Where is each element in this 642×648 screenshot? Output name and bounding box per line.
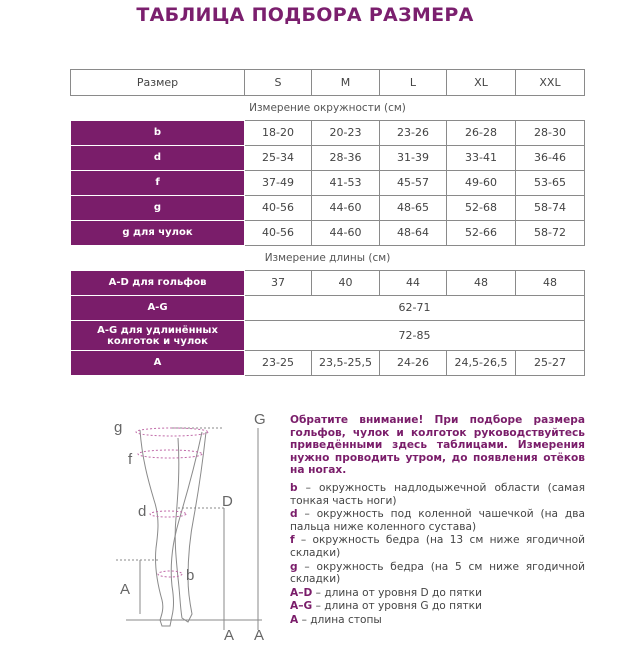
- table-cell: 41-53: [312, 171, 380, 196]
- table-cell: 33-41: [447, 146, 516, 171]
- table-cell: 36-46: [516, 146, 585, 171]
- header-size-label: Размер: [71, 70, 245, 96]
- row-label: A-D для гольфов: [71, 271, 245, 296]
- label-b: b: [186, 567, 195, 584]
- table-cell: 20-23: [312, 121, 380, 146]
- section-circumference: Измерение окружности (см): [249, 102, 406, 114]
- table-cell: 25-34: [245, 146, 312, 171]
- table-cell: 62-71: [245, 296, 585, 321]
- table-cell: 52-66: [447, 221, 516, 246]
- table-row: [71, 271, 585, 296]
- table-cell: 44: [380, 271, 447, 296]
- leg-outline: [140, 430, 202, 626]
- table-cell: 26-28: [447, 121, 516, 146]
- header-size: S: [245, 70, 312, 96]
- table-cell: 48-65: [380, 196, 447, 221]
- table-cell: 49-60: [447, 171, 516, 196]
- table-cell: 52-68: [447, 196, 516, 221]
- table-cell: 44-60: [312, 221, 380, 246]
- row-label: b: [71, 121, 245, 146]
- table-row: [71, 171, 585, 196]
- definition-item: f – окружность бедра (на 13 см ниже ягодичной складки): [290, 534, 585, 559]
- page-title: ТАБЛИЦА ПОДБОРА РАЗМЕРА: [136, 4, 474, 26]
- table-cell: 23-25: [245, 351, 312, 376]
- row-label: A-G: [71, 296, 245, 321]
- table-cell: 58-72: [516, 221, 585, 246]
- table-cell: 48-64: [380, 221, 447, 246]
- table-cell: 23-26: [380, 121, 447, 146]
- definition-item: A–D – длина от уровня D до пятки: [290, 586, 482, 599]
- table-row: [71, 321, 585, 351]
- size-table: [70, 69, 585, 376]
- table-cell: 31-39: [380, 146, 447, 171]
- label-D: D: [222, 493, 233, 510]
- table-cell: 24-26: [380, 351, 447, 376]
- table-cell: 45-57: [380, 171, 447, 196]
- table-cell: 40: [312, 271, 380, 296]
- row-label-line: A-G для удлинённых: [97, 324, 218, 336]
- table-cell: 40-56: [245, 196, 312, 221]
- table-row: [71, 196, 585, 221]
- table-cell: 72-85: [245, 321, 585, 351]
- definition-item: g – окружность бедра (на 5 см ниже ягодичной складки): [290, 560, 585, 586]
- circumference-f: [138, 450, 202, 458]
- table-header-row: [71, 70, 585, 96]
- table-row: [71, 146, 585, 171]
- table-cell: 25-27: [516, 351, 585, 376]
- row-label: [71, 321, 245, 351]
- header-size: XXL: [516, 70, 585, 96]
- label-A-left: A: [120, 581, 131, 598]
- definition-item: d – окружность под коленной чашечкой (на два пальца ниже коленного сустава): [290, 508, 585, 533]
- table-cell: 53-65: [516, 171, 585, 196]
- row-label: f: [71, 171, 245, 196]
- row-label-line: колготок и чулок: [107, 335, 208, 347]
- table-row: [71, 296, 585, 321]
- label-A-bottom: A: [254, 627, 265, 644]
- label-f: f: [128, 451, 133, 468]
- definition-item: A–G – длина от уровня G до пятки: [290, 600, 482, 613]
- label-G: G: [254, 411, 266, 428]
- circumference-b: [158, 571, 182, 577]
- definition-item: b – окружность надлодыжечной области (самая тонкая часть ноги): [290, 481, 585, 507]
- table-cell: 44-60: [312, 196, 380, 221]
- row-label: d: [71, 146, 245, 171]
- table-cell: 58-74: [516, 196, 585, 221]
- header-size: XL: [447, 70, 516, 96]
- row-label: g: [71, 196, 245, 221]
- warning-text: Обратите внимание! При подборе размера гольфов, чулок и колготок руководствуйтесь приведёнными здесь таблицами. Измерения нужно проводить утром, до появления отёков на ногах.: [290, 414, 585, 477]
- table-cell: 23,5-25,5: [312, 351, 380, 376]
- definition-item: A – длина стопы: [290, 613, 382, 626]
- table-cell: 40-56: [245, 221, 312, 246]
- table-cell: 37: [245, 271, 312, 296]
- table-cell: 18-20: [245, 121, 312, 146]
- table-row: [71, 221, 585, 246]
- section-row: [71, 96, 585, 121]
- table-cell: 28-30: [516, 121, 585, 146]
- section-length: Измерение длины (см): [264, 252, 391, 264]
- table-cell: 48: [447, 271, 516, 296]
- table-cell: 48: [516, 271, 585, 296]
- table-row: [71, 351, 585, 376]
- header-size: M: [312, 70, 380, 96]
- header-size: L: [380, 70, 447, 96]
- leg-outline: [175, 432, 206, 622]
- circumference-g: [136, 428, 208, 436]
- table-cell: 24,5-26,5: [447, 351, 516, 376]
- label-g: g: [114, 419, 123, 436]
- table-cell: 28-36: [312, 146, 380, 171]
- leg-measurement-illustration: [112, 408, 282, 644]
- section-row: [71, 246, 585, 271]
- table-row: [71, 121, 585, 146]
- label-d: d: [138, 503, 147, 520]
- row-label: A: [71, 351, 245, 376]
- measurement-notes: [290, 414, 585, 628]
- row-label: g для чулок: [71, 221, 245, 246]
- table-cell: 37-49: [245, 171, 312, 196]
- label-A-bottom: A: [224, 627, 235, 644]
